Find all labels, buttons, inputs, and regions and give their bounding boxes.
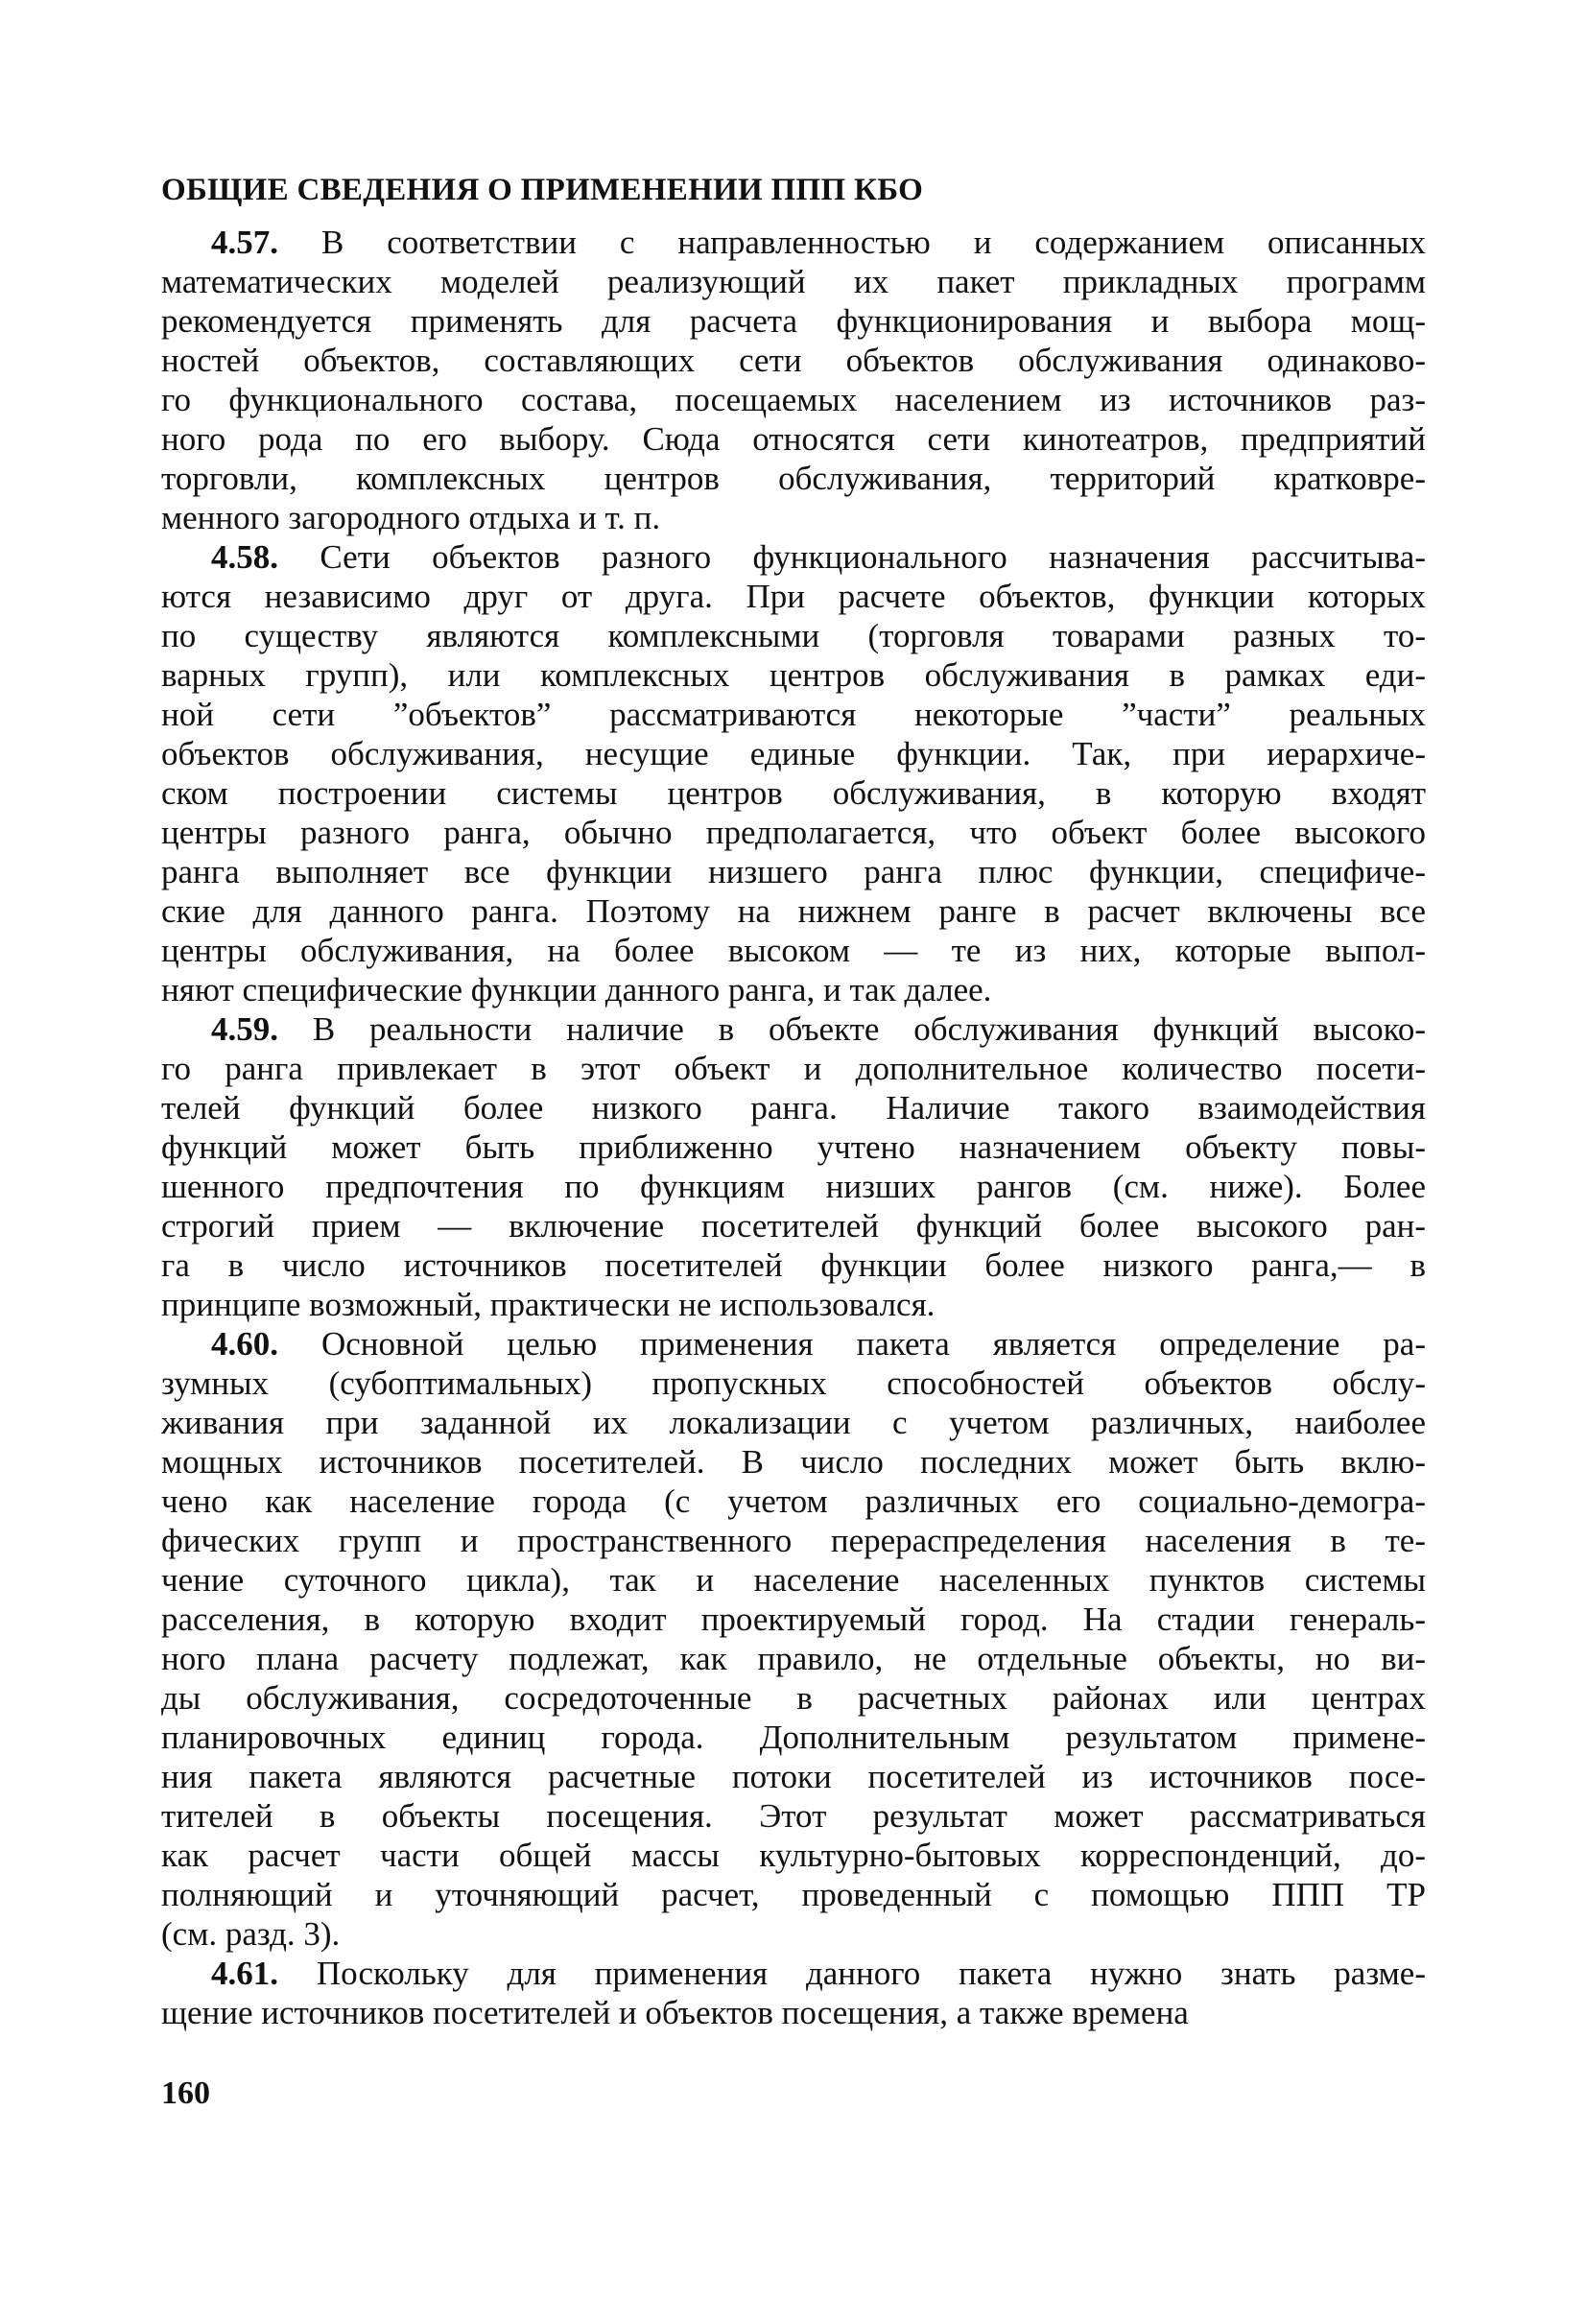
line-text: чение суточного цикла), так и население населенных пунктов системы [161, 1561, 1426, 1599]
paragraph [161, 1324, 1426, 1954]
text-line [161, 931, 1426, 970]
line-text: шенного предпочтения по функциям низших рангов (см. ниже). Более [161, 1168, 1426, 1205]
text-line [161, 380, 1426, 419]
line-text: рекомендуется применять для расчета функционирования и выбора мощ- [161, 302, 1426, 340]
text-line [161, 1796, 1426, 1836]
line-text: мощных источников посетителей. В число последних может быть вклю- [161, 1443, 1426, 1481]
text-line [161, 1442, 1426, 1482]
text-line [161, 1993, 1426, 2032]
text-line [161, 1049, 1426, 1088]
paragraph-number: 4.60. [211, 1325, 278, 1363]
line-text: зумных (субоптимальных) пропускных способностей объектов обслу- [161, 1364, 1426, 1402]
line-text: ного плана расчету подлежат, как правило, не отдельные объекты, но ви- [161, 1640, 1426, 1677]
text-line [161, 734, 1426, 773]
paragraph [161, 537, 1426, 1009]
text-line [161, 1245, 1426, 1285]
text-line [161, 655, 1426, 695]
line-text: ностей объектов, составляющих сети объектов обслуживания одинаково- [161, 342, 1426, 379]
text-line [161, 773, 1426, 813]
text-line [161, 1324, 1426, 1364]
line-text: функций может быть приближенно учтено назначением объекту повы- [161, 1128, 1426, 1166]
text-line [161, 1678, 1426, 1718]
text-line [161, 1403, 1426, 1442]
line-text: чено как население города (с учетом различных его социально-демогра- [161, 1482, 1426, 1520]
line-text: ной сети ”объектов” рассматриваются некоторые ”части” реальных [161, 696, 1426, 733]
text-line [161, 459, 1426, 498]
line-text: ском построении системы центров обслуживания, в которую входят [161, 774, 1426, 812]
line-text: как расчет части общей массы культурно-бытовых корреспонденций, до- [161, 1837, 1426, 1874]
text-line [161, 1482, 1426, 1521]
line-text: га в число источников посетителей функции более низкого ранга,— в [161, 1246, 1426, 1284]
text-line [161, 498, 1426, 537]
text-line [161, 1875, 1426, 1914]
text-line [161, 537, 1426, 577]
text-line [161, 1167, 1426, 1206]
text-line [161, 1521, 1426, 1560]
line-text: объектов обслуживания, несущие единые функции. Так, при иерархиче- [161, 735, 1426, 772]
line-text: Поскольку для применения данного пакета нужно знать разме- [316, 1955, 1427, 1992]
text-line [161, 341, 1426, 380]
text-line [161, 262, 1426, 301]
text-line [161, 419, 1426, 459]
line-text: центры обслуживания, на более высоком — те из них, которые выпол- [161, 932, 1426, 969]
line-text: математических моделей реализующий их пакет прикладных программ [161, 263, 1426, 300]
text-line [161, 891, 1426, 931]
line-text: по существу являются комплексными (торговля товарами разных то- [161, 617, 1426, 654]
paragraph [161, 223, 1426, 537]
text-line [161, 1206, 1426, 1245]
line-text: полняющий и уточняющий расчет, проведенный с помощью ППП ТР [161, 1876, 1426, 1913]
text-line [161, 1600, 1426, 1639]
line-text: центры разного ранга, обычно предполагается, что объект более высокого [161, 814, 1426, 851]
text-line [161, 1088, 1426, 1127]
line-text: ются независимо друг от друга. При расчете объектов, функции которых [161, 578, 1426, 615]
line-text: В реальности наличие в объекте обслуживания функций высоко- [312, 1010, 1427, 1048]
text-line [161, 577, 1426, 616]
line-text: ские для данного ранга. Поэтому на нижнем ранге в расчет включены все [161, 892, 1426, 930]
paragraph [161, 1954, 1426, 2032]
line-text: ды обслуживания, сосредоточенные в расчетных районах или центрах [161, 1679, 1426, 1717]
body-text [161, 223, 1426, 2032]
text-line [161, 852, 1426, 891]
paragraph [161, 1009, 1426, 1324]
text-line [161, 1836, 1426, 1875]
paragraph-number: 4.58. [211, 538, 278, 576]
paragraph-number: 4.57. [211, 224, 278, 261]
line-text: ния пакета являются расчетные потоки посетителей из источников посе- [161, 1758, 1426, 1795]
line-text: (см. разд. 3). [161, 1915, 341, 1953]
line-text: телей функций более низкого ранга. Наличие такого взаимодействия [161, 1089, 1426, 1126]
line-text: няют специфические функции данного ранга, и так далее. [161, 971, 992, 1008]
text-line [161, 223, 1426, 262]
text-line [161, 1285, 1426, 1324]
line-text: ного рода по его выбору. Сюда относятся сети кинотеатров, предприятий [161, 420, 1426, 458]
line-text: В соответствии с направленностью и содержанием описанных [320, 224, 1426, 261]
line-text: ранга выполняет все функции низшего ранга плюс функции, специфиче- [161, 853, 1426, 890]
line-text: щение источников посетителей и объектов посещения, а также времена [161, 1994, 1189, 2031]
text-line [161, 1364, 1426, 1403]
line-text: фических групп и пространственного перераспределения населения в те- [161, 1522, 1426, 1559]
line-text: расселения, в которую входит проектируемый город. На стадии генераль- [161, 1601, 1426, 1638]
text-line [161, 301, 1426, 341]
paragraph-number: 4.61. [211, 1955, 278, 1992]
text-line [161, 1009, 1426, 1049]
line-text: принципе возможный, практически не использовался. [161, 1286, 936, 1323]
text-line [161, 695, 1426, 734]
line-text: го ранга привлекает в этот объект и дополнительное количество посети- [161, 1050, 1426, 1087]
text-line [161, 1718, 1426, 1757]
text-line [161, 1914, 1426, 1954]
text-line [161, 970, 1426, 1009]
line-text: тителей в объекты посещения. Этот результат может рассматриваться [161, 1797, 1426, 1835]
line-text: торговли, комплексных центров обслуживания, территорий кратковре- [161, 460, 1426, 497]
line-text: Основной целью применения пакета является определение ра- [320, 1325, 1426, 1363]
text-line [161, 1639, 1426, 1678]
line-text: живания при заданной их локализации с учетом различных, наиболее [161, 1404, 1426, 1441]
paragraph-number: 4.59. [211, 1010, 278, 1048]
text-line [161, 1127, 1426, 1167]
line-text: менного загородного отдыха и т. п. [161, 499, 661, 536]
text-line [161, 813, 1426, 852]
text-line [161, 1560, 1426, 1600]
text-line [161, 1757, 1426, 1796]
line-text: варных групп), или комплексных центров обслуживания в рамках еди- [161, 656, 1426, 694]
line-text: планировочных единиц города. Дополнительным результатом примене- [161, 1719, 1426, 1756]
page-number: 160 [161, 2075, 210, 2111]
line-text: го функционального состава, посещаемых населением из источников раз- [161, 381, 1426, 418]
line-text: Сети объектов разного функционального назначения рассчитыва- [320, 538, 1426, 576]
text-line [161, 1954, 1426, 1993]
text-line [161, 616, 1426, 655]
line-text: строгий прием — включение посетителей функций более высокого ран- [161, 1207, 1426, 1245]
section-heading: ОБЩИЕ СВЕДЕНИЯ О ПРИМЕНЕНИИ ППП КБО [161, 173, 924, 207]
